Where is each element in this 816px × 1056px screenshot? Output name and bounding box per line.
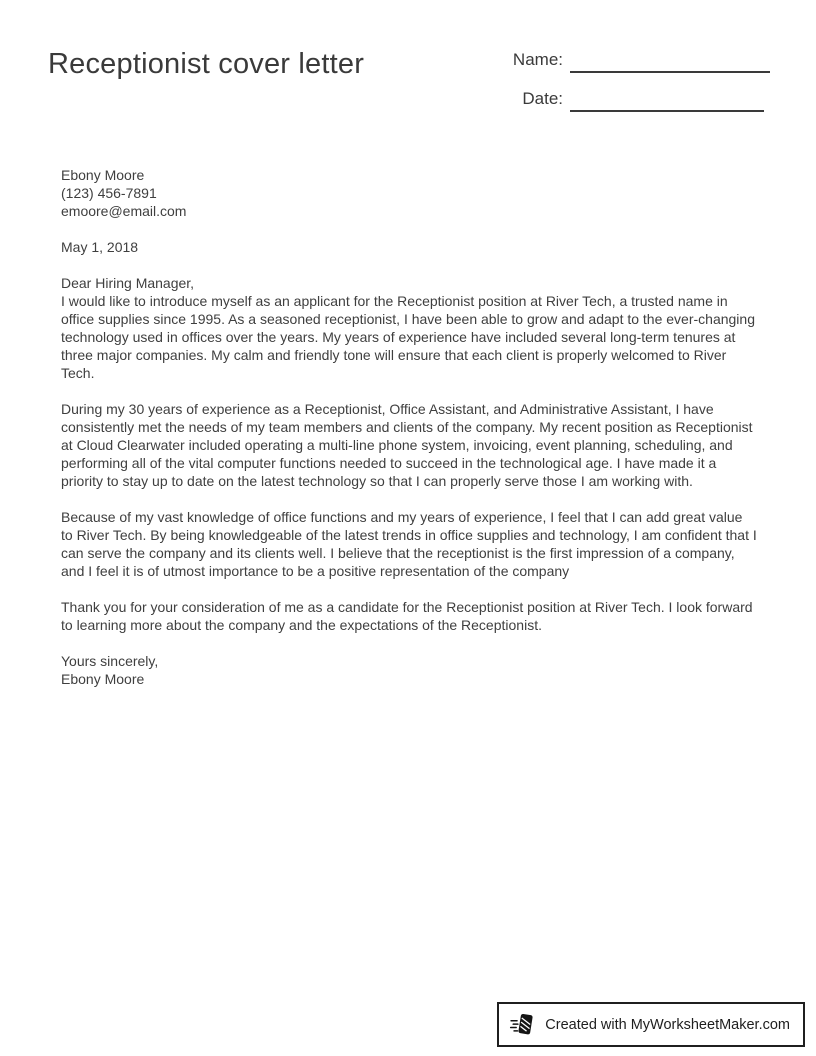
paragraph-2: During my 30 years of experience as a Receptionist, Office Assistant, and Administrative Assistant, I have consistently met the needs of my team members and clients of the company. My recent position as Receptionist at Cloud Clearwater included operating a multi-line phone system, invoicing, event planning, scheduling, and performing all of the vital computer functions needed to succeed in the technological age. I have made it a priority to stay up to date on the latest technology so that I can properly serve those I am working with. [61,401,753,489]
paragraph-4: Thank you for your consideration of me as a candidate for the Receptionist position at River Tech. I look forward to learning more about the company and the expectations of the Receptionist. [61,599,753,633]
closing-block [61,652,758,688]
page-title: Receptionist cover letter [48,48,365,80]
myworksheetmaker-logo-icon [509,1011,536,1038]
sender-email: emoore@email.com [61,203,187,219]
sender-contact-block [61,166,758,220]
salutation: Dear Hiring Manager, [61,275,195,291]
paragraph-3: Because of my vast knowledge of office functions and my years of experience, I feel that I can add great value to River Tech. By being knowledgeable of the latest trends in office supplies and technology, I am confident that I can serve the company and its clients well. I believe that the receptionist is the first impression of a company, and I feel it is of utmost importance to be a positive representation of the company [61,509,757,579]
paragraph-1-block [61,274,758,382]
name-field-line[interactable] [570,46,770,73]
sender-phone: (123) 456-7891 [61,185,157,201]
sender-name: Ebony Moore [61,167,145,183]
date-label: Date: [522,89,563,108]
fill-in-fields [478,46,770,124]
name-field-row [478,46,770,73]
date-field-line[interactable] [570,85,764,112]
footer-credit-text: Created with MyWorksheetMaker.com [545,1016,790,1033]
date-field-row [478,85,770,112]
paragraph-1: I would like to introduce myself as an applicant for the Receptionist position at River Tech, a trusted name in office supplies since 1995. As a seasoned receptionist, I have been able to grow and adapt to the ever-changing technology used in offices over the years. My years of experience have included several long-term tenures at three major companies. My calm and friendly tone will ensure that each client is properly welcomed to River Tech. [61,293,755,381]
closing: Yours sincerely, [61,653,159,669]
letter-date: May 1, 2018 [61,239,139,255]
worksheet-maker-badge [497,1002,805,1047]
name-label: Name: [512,50,563,69]
signature: Ebony Moore [61,671,145,687]
cover-letter-body [61,166,758,706]
